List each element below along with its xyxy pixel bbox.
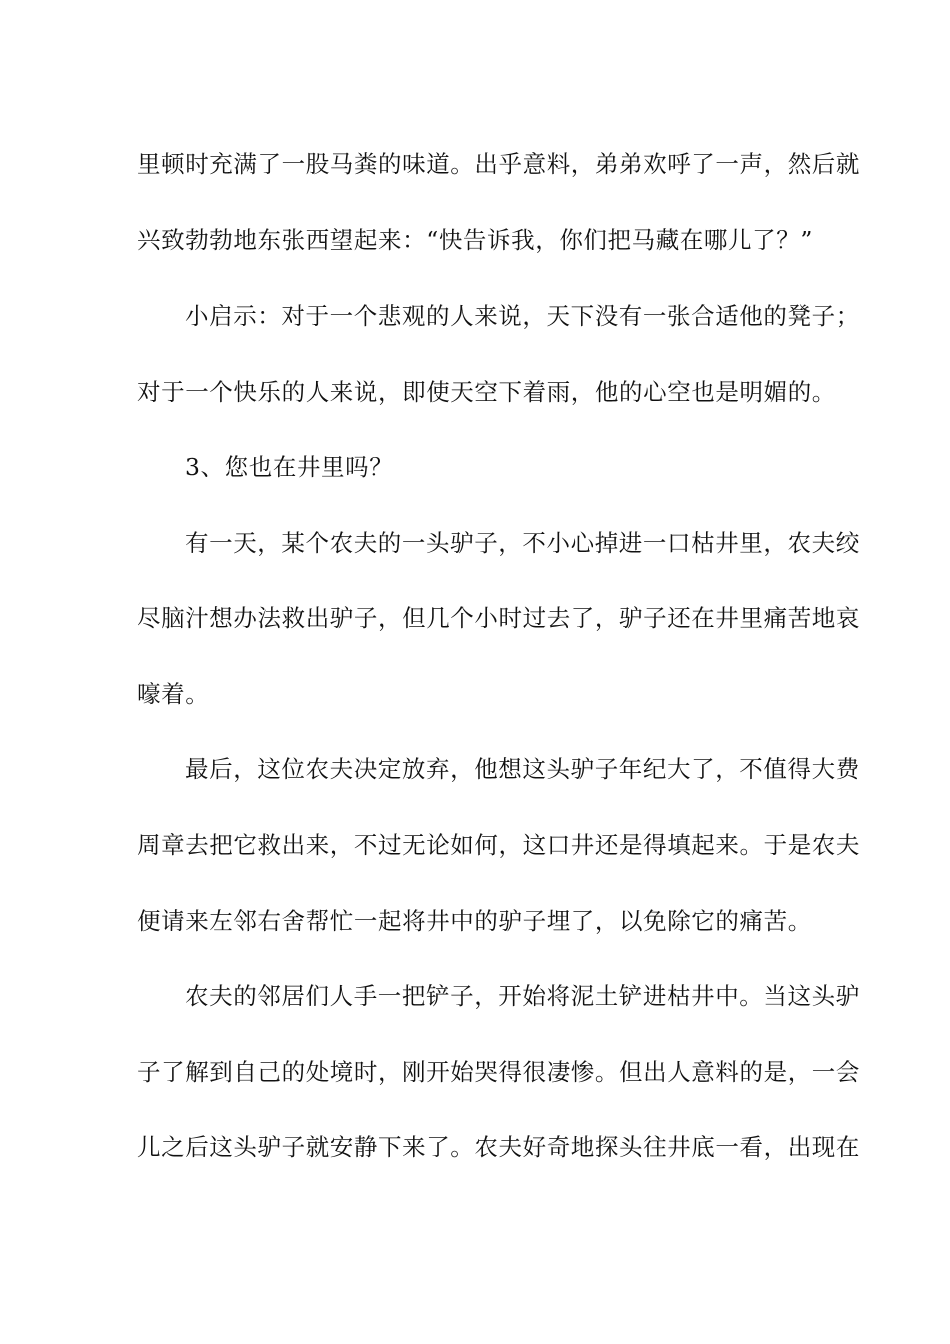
body-text-line: 子了解到自己的处境时，刚开始哭得很凄惨。但出人意料的是，一会: [137, 1058, 860, 1086]
body-text-line: 里顿时充满了一股马粪的味道。出乎意料，弟弟欢呼了一声，然后就: [137, 150, 860, 178]
paragraph-first-line: 小启示：对于一个悲观的人来说，天下没有一张合适他的凳子；: [185, 302, 860, 330]
section-heading: 3、您也在井里吗？: [185, 453, 394, 481]
paragraph-first-line: 最后，这位农夫决定放弃，他想这头驴子年纪大了，不值得大费: [185, 755, 860, 783]
body-text-line: 对于一个快乐的人来说，即使天空下着雨，他的心空也是明媚的。: [137, 378, 836, 406]
body-text-line: 嚎着。: [137, 680, 210, 708]
paragraph-first-line: 农夫的邻居们人手一把铲子，开始将泥土铲进枯井中。当这头驴: [185, 982, 860, 1010]
body-text-line: 周章去把它救出来，不过无论如何，这口井还是得填起来。于是农夫: [137, 831, 860, 859]
paragraph-first-line: 有一天，某个农夫的一头驴子，不小心掉进一口枯井里，农夫绞: [185, 529, 860, 557]
body-text-line: 兴致勃勃地东张西望起来：“快告诉我，你们把马藏在哪儿了？”: [137, 226, 813, 254]
body-text-line: 尽脑汁想办法救出驴子，但几个小时过去了，驴子还在井里痛苦地哀: [137, 604, 860, 632]
body-text-line: 便请来左邻右舍帮忙一起将井中的驴子埋了，以免除它的痛苦。: [137, 907, 812, 935]
body-text-line: 儿之后这头驴子就安静下来了。农夫好奇地探头往井底一看，出现在: [137, 1133, 860, 1161]
